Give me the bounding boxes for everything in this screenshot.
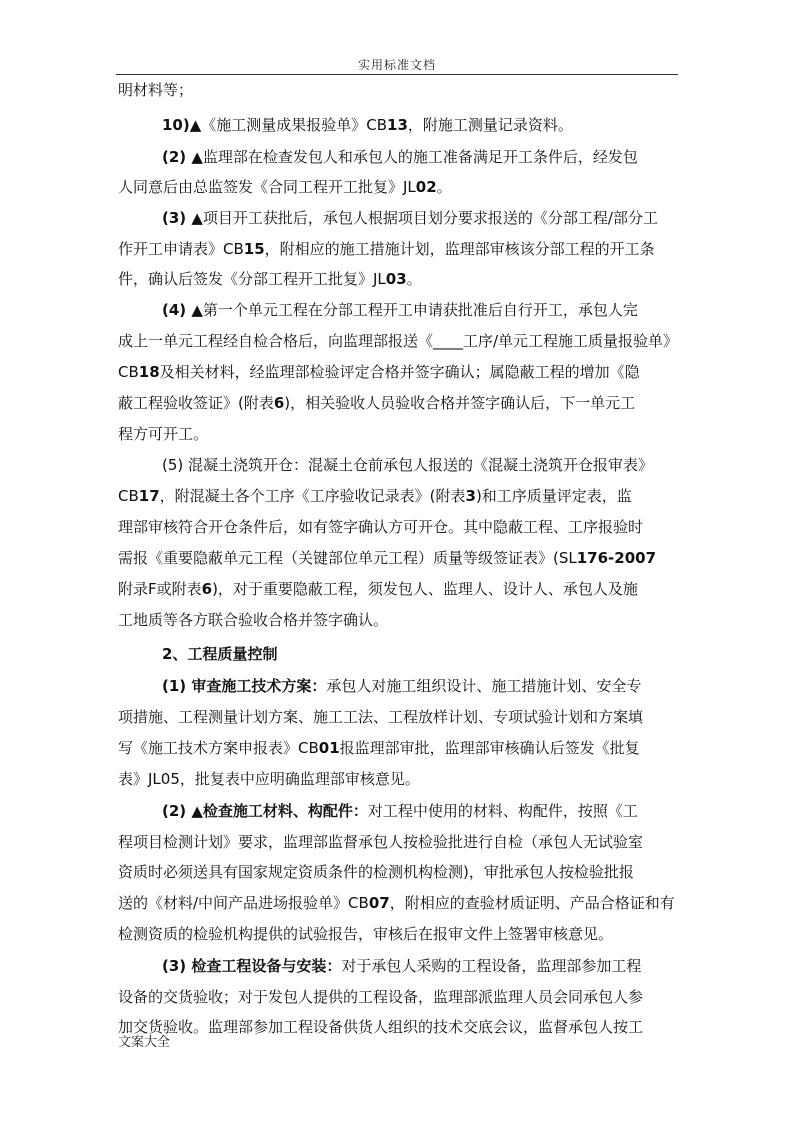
text-segment: 人同意后由总监签发《合同工程开工批复》JL [118,178,416,196]
bold-text-segment: (3) ▲ [162,209,203,227]
text-segment: )和工序质量评定表，监 [475,487,632,505]
bold-text-segment: 17 [138,487,160,505]
text-segment: CB [118,487,139,505]
text-segment: ，附相应的查验材质证明、产品合格证和有 [389,894,675,912]
bold-text-segment: 6 [201,580,213,598]
text-segment: 程方可开工。 [118,425,209,443]
text-segment: 送的《材料/中间产品进场报验单》CB [118,894,369,912]
bold-text-segment: 15 [243,240,265,258]
text-segment: 。 [436,178,452,196]
text-segment: CB [118,363,139,381]
bold-text-segment: 07 [368,894,390,912]
text-segment: 监理部在检查发包人和承包人的施工准备满足开工条件后，经发包 [202,148,638,166]
text-line [118,393,635,413]
text-line [162,956,641,976]
text-segment: 报监理部审批，监理部审核确认后签发《批复 [339,739,640,757]
text-segment: )，对于重要隐蔽工程，须发包人、监理人、设计人、承包人及施 [212,580,638,598]
text-line [118,239,655,259]
text-segment: ，附混凝土各个工序《工序验收记录表》(附表 [159,487,466,505]
bold-text-segment: (4) ▲ [162,301,203,319]
text-segment: 需报《重要隐蔽单元工程（关键部位单元工程）质量等级签证表》(SL [118,549,577,567]
text-segment: 工地质等各方联合验收合格并签字确认。 [118,611,389,629]
bold-text-segment: 02 [415,178,437,196]
text-segment: 项措施、工程测量计划方案、施工工法、工程放样计划、专项试验计划和方案填 [118,708,644,726]
text-segment: 项目开工获批后，承包人根据项目划分要求报送的《分部工程/部分工 [202,209,658,227]
text-segment: 第一个单元工程在分部工程开工申请获批准后自行开工，承包人完 [202,301,638,319]
text-line [118,893,675,913]
text-segment: )，相关验收人员验收合格并签字确认后，下一单元工 [284,394,636,412]
text-segment: 检测资质的检验机构提供的试验报告，审核后在报审文件上签署审核意见。 [118,925,614,943]
text-line [118,769,420,789]
text-line [162,644,277,664]
text-line [162,208,658,228]
text-segment: 。 [406,270,422,288]
text-segment: 对工程中使用的材料、构配件，按照《工 [367,802,638,820]
text-line [162,115,573,135]
text-line [118,832,643,852]
text-line [118,548,656,568]
text-line [118,424,208,444]
bold-text-segment: 2、工程质量控制 [162,645,278,663]
text-segment: (5) 混凝土浇筑开仓：混凝土仓前承包人报送的《混凝土浇筑开仓报审表》 [162,456,654,474]
bold-text-segment: (2) ▲检查施工材料、构配件： [162,802,368,820]
text-line [118,331,678,351]
text-line [118,362,640,382]
text-segment: 理部审核符合开仓条件后，如有签字确认方可开仓。其中隐蔽工程、工序报验时 [118,518,644,536]
text-segment: 作开工申请表》CB [118,240,244,258]
text-line [162,147,638,167]
text-segment: 资质时必须送具有国家规定资质条件的检测机构检测)，审批承包人按检验批报 [118,863,634,881]
bold-text-segment: 6 [273,394,285,412]
text-line [118,80,193,100]
text-segment: 附录F或附表 [118,580,202,598]
text-line [118,1017,643,1037]
header-title: 实用标准文档 [357,58,436,72]
text-line [118,707,643,727]
bold-text-segment: 01 [318,739,340,757]
text-line [118,486,632,506]
text-segment: ，附施工测量记录资料。 [407,116,573,134]
text-segment: 加交货验收。监理部参加工程设备供货人组织的技术交底会议，监督承包人按工 [118,1018,644,1036]
text-segment: ，附相应的施工措施计划，监理部审核该分部工程的开工条 [264,240,655,258]
text-segment: 及相关材料，经监理部检验评定合格并签字确认；属隐蔽工程的增加《隐 [159,363,640,381]
bold-text-segment: (2) ▲ [162,148,203,166]
footer-text: 文案大全 [118,1035,171,1050]
text-line [162,300,638,320]
header-rule [116,74,678,75]
bold-text-segment: (3) 检查工程设备与安装： [162,957,342,975]
text-segment: 表》JL05，批复表中应明确监理部审核意见。 [118,770,420,788]
text-segment: 蔽工程验收签证》(附表 [118,394,274,412]
text-line [118,862,634,882]
text-line [118,177,452,197]
text-line [118,987,643,1007]
text-segment: 写《施工技术方案申报表》CB [118,739,319,757]
text-segment: 成上一单元工程经自检合格后，向监理部报送《____工序/单元工程施工质量报验单》 [118,332,679,350]
text-line [118,924,613,944]
text-line [162,801,638,821]
text-line [118,517,643,537]
text-line [162,455,653,475]
bold-text-segment: (1) 审查施工技术方案： [162,677,327,695]
bold-text-segment: 18 [138,363,160,381]
text-segment: 承包人对施工组织设计、施工措施计划、安全专 [326,677,642,695]
text-line [118,579,638,599]
bold-text-segment: 10)▲ [162,116,202,134]
text-segment: 设备的交货验收；对于发包人提供的工程设备，监理部派监理人员会同承包人参 [118,988,644,1006]
text-segment: 程项目检测计划》要求，监理部监督承包人按检验批进行自检（承包人无试验室 [118,833,644,851]
text-line [118,610,388,630]
text-line [118,269,422,289]
text-segment: 《施工测量成果报验单》CB [201,116,388,134]
bold-text-segment: 176-2007 [576,549,657,567]
bold-text-segment: 03 [385,270,407,288]
bold-text-segment: 3 [465,487,476,505]
text-segment: 明材料等； [118,81,194,99]
text-segment: 件，确认后签发《分部工程开工批复》JL [118,270,386,288]
text-segment: 对于承包人采购的工程设备，监理部参加工程 [341,957,642,975]
text-line [162,676,641,696]
text-line [118,738,640,758]
bold-text-segment: 13 [387,116,408,134]
